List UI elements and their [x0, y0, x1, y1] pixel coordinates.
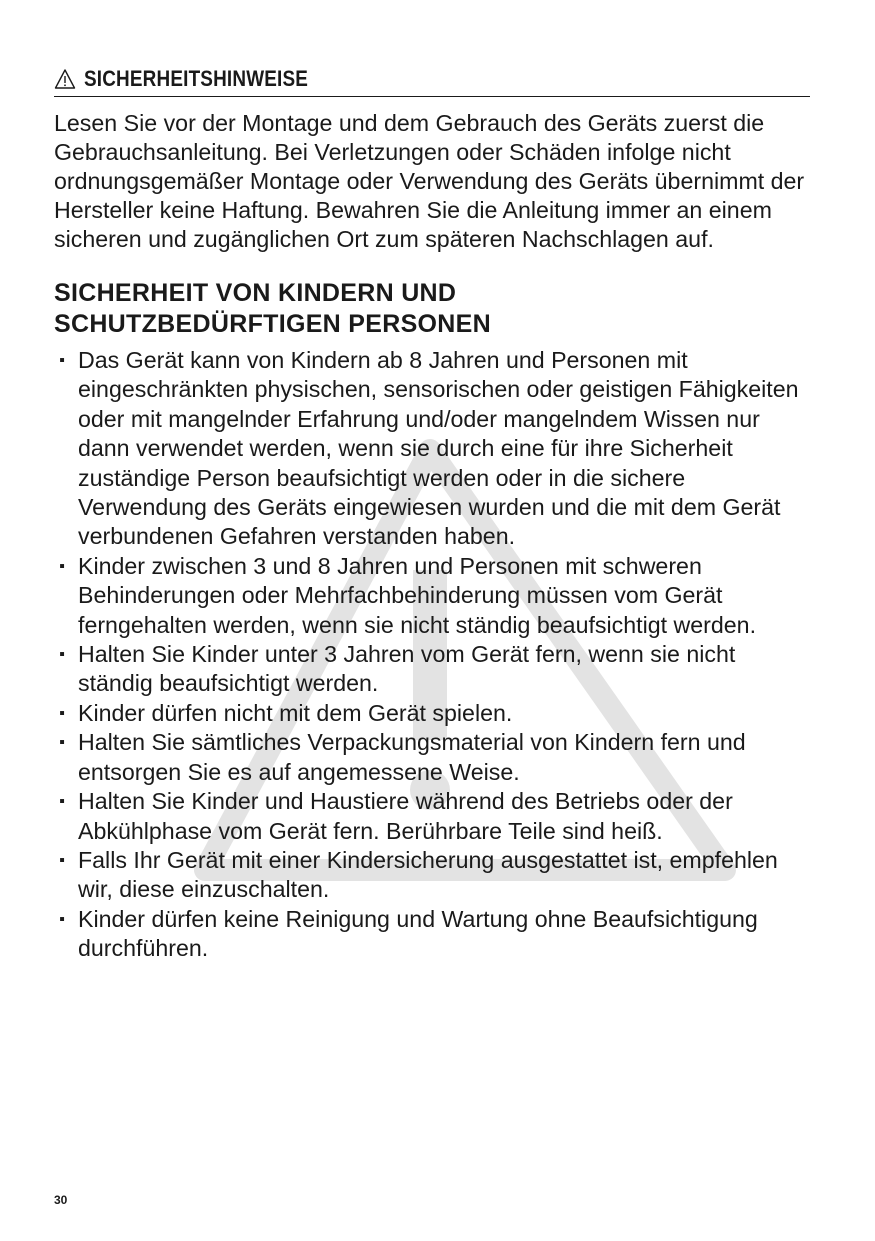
list-item	[54, 640, 810, 699]
section-header	[54, 66, 810, 97]
subsection-title-line-1: SICHERHEIT VON KINDERN UND	[54, 279, 457, 307]
subsection-title-line-2: SCHUTZBEDÜRFTIGEN PERSONEN	[54, 310, 491, 338]
list-item-text: Kinder dürfen nicht mit dem Gerät spielen.	[78, 699, 513, 726]
bullet-marker: ▪	[59, 704, 65, 722]
safety-bullet-list	[54, 346, 810, 964]
list-item-text: Halten Sie Kinder unter 3 Jahren vom Gerät fern, wenn sie nicht ständig beaufsichtigt werden.	[78, 641, 736, 697]
list-item	[54, 346, 810, 552]
bullet-marker: ▪	[59, 734, 65, 752]
bullet-marker: ▪	[59, 352, 65, 369]
bullet-marker: ▪	[59, 646, 65, 664]
list-item-text: Kinder zwischen 3 und 8 Jahren und Personen mit schweren Behinderungen oder Mehrfachbehinderung müssen vom Gerät ferngehalten werden, wenn sie nicht ständig beaufsichtigt werden.	[78, 552, 757, 638]
list-item	[54, 787, 810, 846]
list-item-text: Kinder dürfen keine Reinigung und Wartung ohne Beaufsichtigung durchführen.	[78, 905, 758, 962]
list-item-text: Falls Ihr Gerät mit einer Kindersicherung ausgestattet ist, empfehlen wir, diese einzuschalten.	[78, 846, 778, 903]
subsection-title	[54, 278, 810, 340]
list-item	[54, 905, 810, 964]
page-content	[54, 66, 810, 964]
bullet-marker: ▪	[59, 793, 65, 811]
intro-paragraph: Lesen Sie vor der Montage und dem Gebrauch des Geräts zuerst die Gebrauchsanleitung. Bei Verletzungen oder Schäden infolge nicht ordnungsgemäßer Montage oder Verwendung des Geräts übernimmt der Hersteller keine Haftung. Bewahren Sie die Anleitung immer an einem sicheren und zugänglichen Ort zum späteren Nachschlagen auf.	[54, 110, 805, 252]
section-title: SICHERHEITSHINWEISE	[84, 66, 309, 91]
list-item	[54, 552, 810, 640]
bullet-marker: ▪	[59, 910, 65, 928]
list-item-text: Halten Sie sämtliches Verpackungsmaterial von Kindern fern und entsorgen Sie es auf angemessene Weise.	[78, 729, 746, 785]
warning-triangle-icon	[54, 68, 76, 90]
list-item-text: Das Gerät kann von Kindern ab 8 Jahren und Personen mit eingeschränkten physischen, sensorischen oder geistigen Fähigkeiten oder mit mangelnder Erfahrung und/oder mangelndem Wissen nur dann verwendet werden, wenn sie durch eine für ihre Sicherheit zuständige Person beaufsichtigt werden oder in die sichere Verwendung des Geräts eingewiesen wurden und die mit dem Gerät verbundenen Gefahren verstanden haben.	[78, 347, 799, 550]
bullet-marker: ▪	[59, 851, 65, 869]
page-number: 30	[54, 1193, 68, 1207]
list-item	[54, 699, 810, 728]
list-item	[54, 846, 810, 905]
list-item-text: Halten Sie Kinder und Haustiere während des Betriebs oder der Abkühlphase vom Gerät fern. Berührbare Teile sind heiß.	[78, 788, 733, 844]
list-item	[54, 728, 810, 787]
bullet-marker: ▪	[59, 557, 65, 575]
